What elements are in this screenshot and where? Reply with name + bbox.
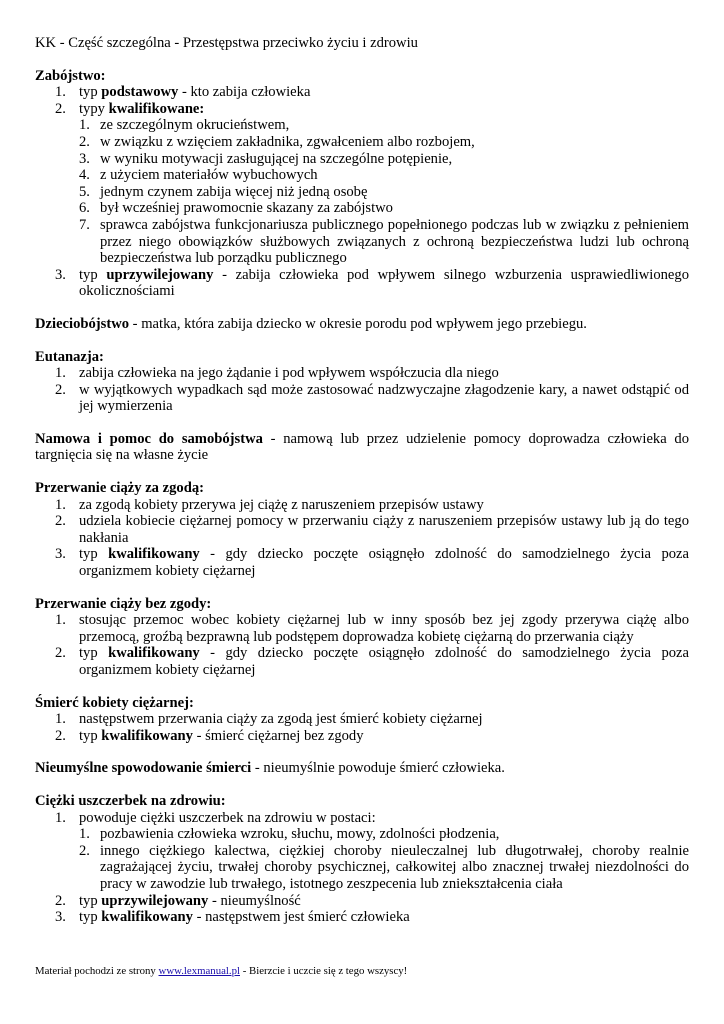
sublist xyxy=(79,826,689,892)
section-title: Przerwanie ciąży za zgodą: xyxy=(35,480,204,497)
sublist-item: 5. jednym czynem zabija więcej niż jedną osobę xyxy=(79,183,368,200)
section-title: Przerwanie ciąży bez zgody: xyxy=(35,595,212,612)
section-przerwanie-za-zgoda xyxy=(35,480,689,580)
list-item: 1. za zgodą kobiety przerywa jej ciążę z naruszeniem przepisów ustawy xyxy=(55,496,484,513)
list-item: 1. zabija człowieka na jego żądanie i pod wpływem współczucia dla niego xyxy=(55,365,499,382)
section-title: Eutanazja: xyxy=(35,348,104,365)
section-zabojstwo xyxy=(35,68,689,300)
list-item: 2. typ uprzywilejowany - nieumyślność xyxy=(55,892,301,909)
footer: Materiał pochodzi ze strony www.lexmanual.pl - Bierzcie i uczcie się z tego wszyscy! xyxy=(35,965,408,977)
section-title: Śmierć kobiety ciężarnej: xyxy=(35,694,194,711)
sublist-item: 2. w związku z wzięciem zakładnika, zgwałceniem albo rozbojem, xyxy=(79,133,475,150)
list-item: 2. udziela kobiecie ciężarnej pomocy w przerwaniu ciąży z naruszeniem przepisów ustawy lub ją do tego nakłania xyxy=(55,513,689,546)
list-item: 1. stosując przemoc wobec kobiety ciężarnej lub w inny sposób bez jej zgody przerywa ciążę albo przemocą, groźbą bezprawną lub podstępem doprowadza kobietę ciężarną do przerwania ciąży xyxy=(55,612,689,645)
list-item: 2. typy kwalifikowane: 1. ze szczególnym okrucieństwem, 2. w związku z wzięciem zakładnika, zgwałceniem albo rozbojem, 3. w wyniku motywacji zasługującej na szczególne potępienie, 4. z użyciem materiałów wybuchowych 5. jednym czynem zabija więcej niż jedną osobę 6. był wcześniej prawomocnie skazany za zabójstwo 7. sprawca zabójstwa funkcjonariusza publicznego popełnionego podczas lub w związku z pełnieniem przez niego obowiązków służbowych związanych z ochroną bezpieczeństwa ludzi lub ochroną bezpieczeństwa lub porządku publicznego xyxy=(55,100,689,267)
section-title: Dzieciobójstwo xyxy=(35,315,130,332)
list xyxy=(35,711,689,744)
section-uszczerbek xyxy=(35,793,689,926)
section-title: Nieumyślne spowodowanie śmierci xyxy=(35,760,252,777)
sublist-item: 3. w wyniku motywacji zasługującej na szczególne potępienie, xyxy=(79,150,453,167)
list-item: 3. typ uprzywilejowany - zabija człowieka pod wpływem silnego wzburzenia usprawiedliwionego okolicznościami xyxy=(55,266,689,300)
list-item: 1. następstwem przerwania ciąży za zgodą jest śmierć kobiety ciężarnej xyxy=(55,711,483,728)
list-item: 1. powoduje ciężki uszczerbek na zdrowiu w postaci: 1. pozbawienia człowieka wzroku, słuchu, mowy, zdolności płodzenia, 2. innego ciężkiego kalectwa, ciężkiej choroby nieuleczalnej lub długotrwałej, choroby realnie zagrażającej życiu, trwałej choroby psychicznej, całkowitej albo znacznej trwałej niezdolności do pracy w zawodzie lub trwałego, istotnego zeszpecenia lub zniekształcenia ciała xyxy=(55,809,689,892)
sublist-item: 6. był wcześniej prawomocnie skazany za zabójstwo xyxy=(79,200,393,217)
section-smierc-kobiety xyxy=(35,695,689,745)
list-item: 3. typ kwalifikowany - następstwem jest śmierć człowieka xyxy=(55,909,410,926)
section-przerwanie-bez-zgody xyxy=(35,596,689,679)
section-title: Zabójstwo: xyxy=(35,67,106,84)
sublist-item: 7. sprawca zabójstwa funkcjonariusza publicznego popełnionego podczas lub w związku z pełnieniem przez niego obowiązków służbowych związanych z ochroną bezpieczeństwa ludzi lub ochroną bezpieczeństwa lub porządku publicznego xyxy=(79,216,689,267)
list xyxy=(35,84,689,300)
section-namowa: Namowa i pomoc do samobójstwa - namową lub przez udzielenie pomocy doprowadza człowieka do targnięcia się na własne życie xyxy=(35,430,690,464)
document-header: KK - Część szczególna - Przestępstwa przeciwko życiu i zdrowiu xyxy=(35,35,418,51)
list xyxy=(35,810,689,926)
sublist-item: 2. innego ciężkiego kalectwa, ciężkiej choroby nieuleczalnej lub długotrwałej, choroby realnie zagrażającej życiu, trwałej choroby psychicznej, całkowitej albo znacznej trwałej niezdolności do pracy w zawodzie lub trwałego, istotnego zeszpecenia lub zniekształcenia ciała xyxy=(79,842,689,892)
document-page xyxy=(35,35,689,942)
lexmanual-link[interactable]: www.lexmanual.pl xyxy=(158,965,240,977)
sublist xyxy=(79,117,689,266)
section-title: Namowa i pomoc do samobójstwa xyxy=(35,430,263,447)
section-eutanazja xyxy=(35,349,689,415)
section-nieumyslne: Nieumyślne spowodowanie śmierci - nieumyślnie powoduje śmierć człowieka. xyxy=(35,760,505,777)
section-title: Ciężki uszczerbek na zdrowiu: xyxy=(35,792,226,809)
list-item: 3. typ kwalifikowany - gdy dziecko poczęte osiągnęło zdolność do samodzielnego życia poza organizmem kobiety ciężarnej xyxy=(55,546,690,580)
list-item: 2. w wyjątkowych wypadkach sąd może zastosować nadzwyczajne złagodzenie kary, a nawet odstąpić od jej wymierzenia xyxy=(55,381,689,415)
list-item: 2. typ kwalifikowany - śmierć ciężarnej bez zgody xyxy=(55,727,364,744)
list xyxy=(35,612,689,678)
list-item: 1. typ podstawowy - kto zabija człowieka xyxy=(55,84,311,101)
sublist-item: 4. z użyciem materiałów wybuchowych xyxy=(79,167,318,184)
sublist-item: 1. pozbawienia człowieka wzroku, słuchu, mowy, zdolności płodzenia, xyxy=(79,826,500,843)
sublist-item: 1. ze szczególnym okrucieństwem, xyxy=(79,117,290,134)
list xyxy=(35,497,689,580)
list xyxy=(35,365,689,415)
list-item: 2. typ kwalifikowany - gdy dziecko poczęte osiągnęło zdolność do samodzielnego życia poza organizmem kobiety ciężarnej xyxy=(55,645,690,678)
section-dzieciobojstwo: Dzieciobójstwo - matka, która zabija dziecko w okresie porodu pod wpływem jego przebiegu. xyxy=(35,315,587,332)
